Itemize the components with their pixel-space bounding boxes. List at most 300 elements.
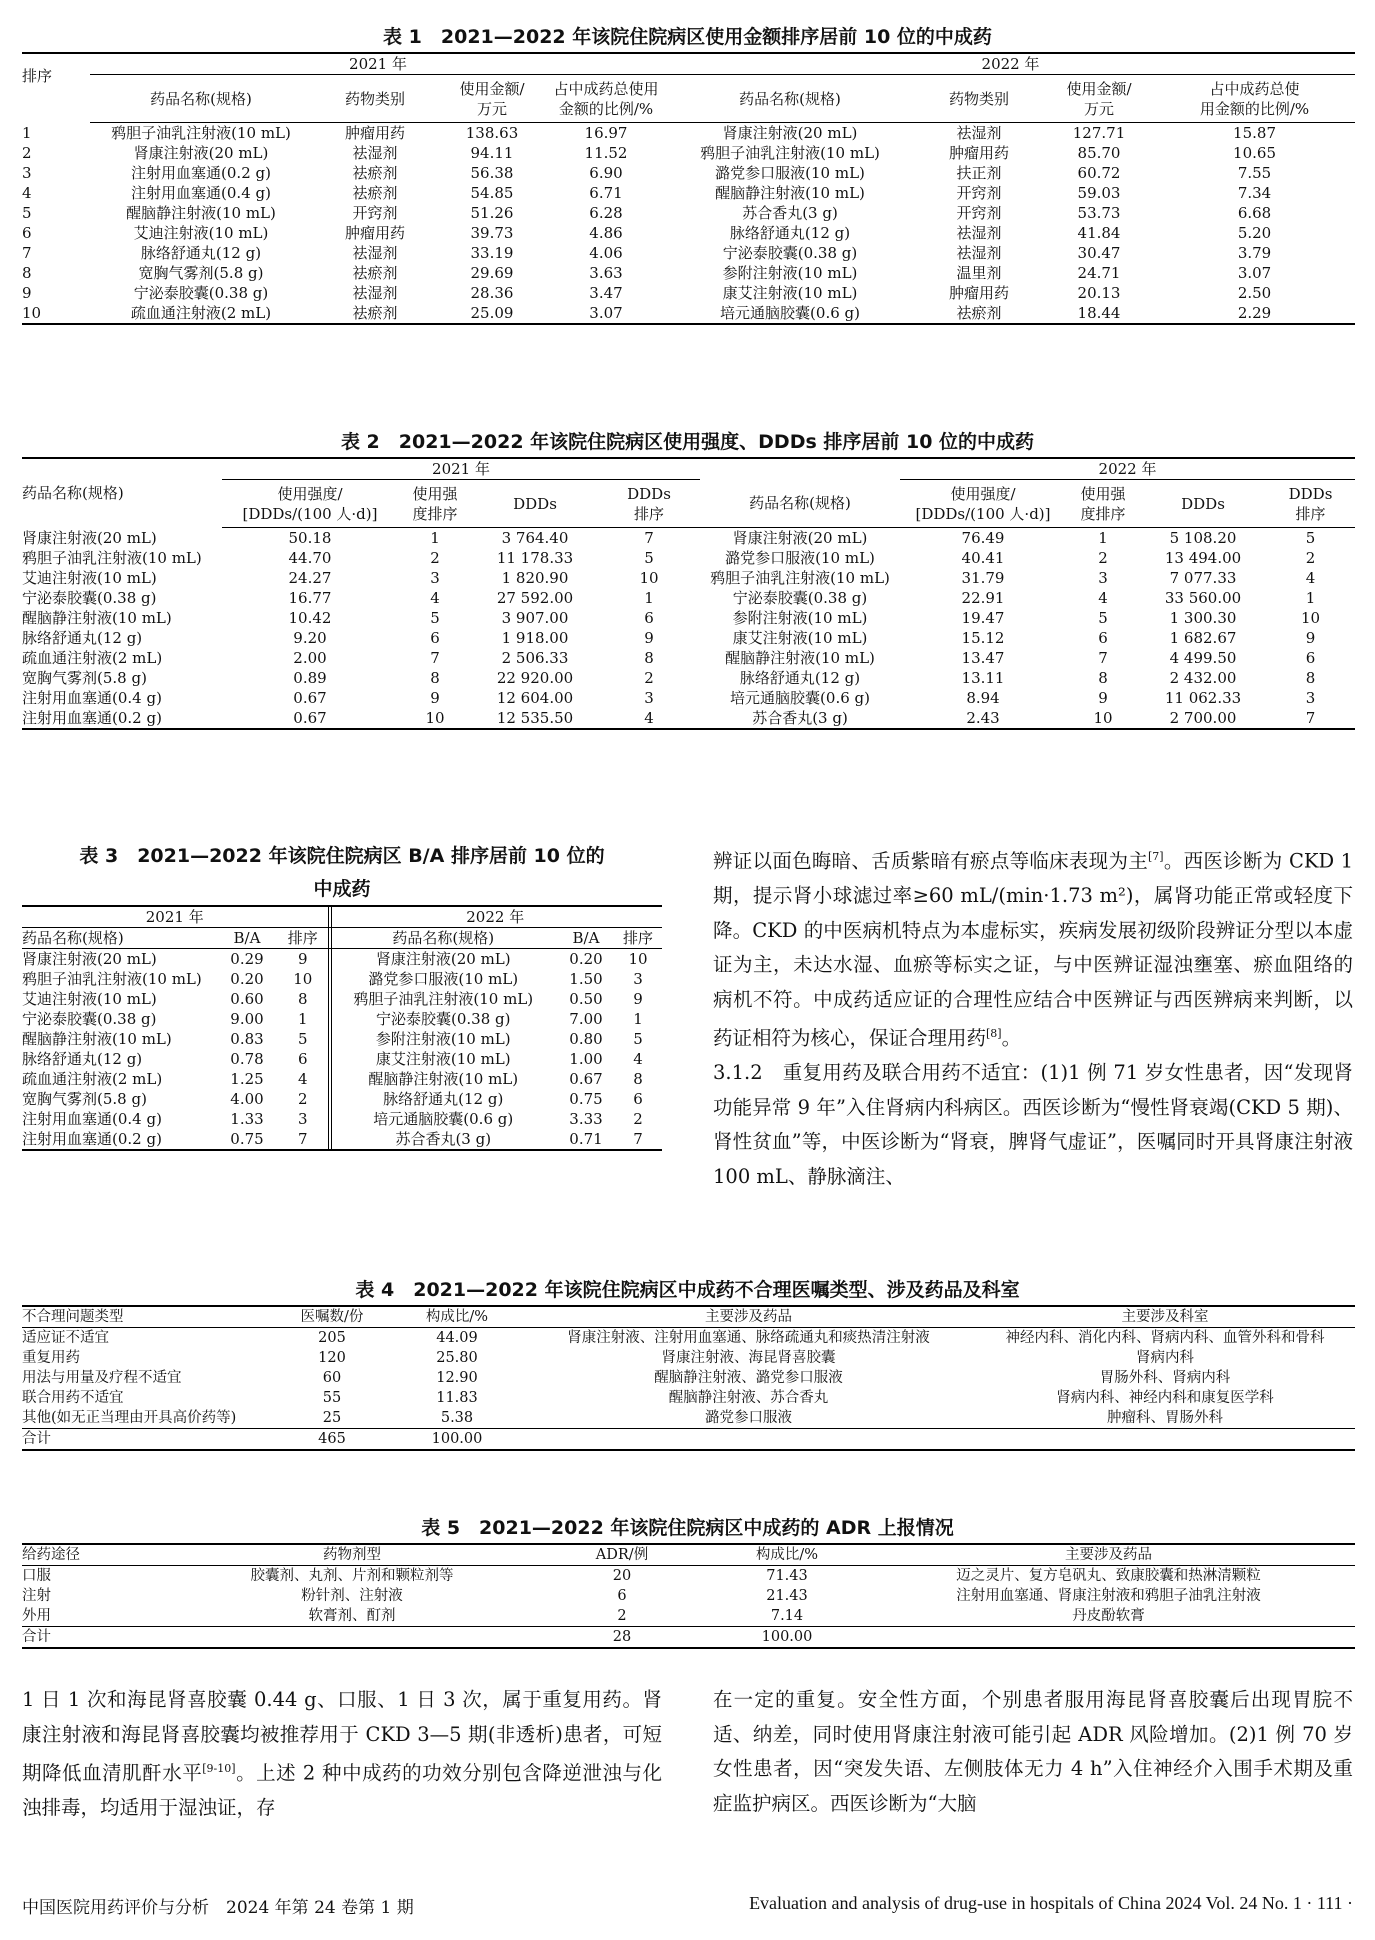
- table-cell: 苏合香丸(3 g): [700, 708, 900, 729]
- table-cell: 9: [1305, 629, 1316, 647]
- table-cell: 肾康注射液(20 mL): [722, 124, 858, 142]
- table-cell: 7 077.33: [1169, 569, 1237, 587]
- table-cell: 15.12: [961, 629, 1005, 647]
- table-cell: 注射用血塞通(0.2 g): [131, 164, 271, 182]
- table-cell: 13 494.00: [1164, 549, 1242, 567]
- table-cell: 5: [1305, 529, 1316, 547]
- table-cell: 0.67: [293, 689, 327, 707]
- table-cell: 潞党参口服液(10 mL): [328, 969, 558, 989]
- table-cell: 19.47: [961, 609, 1005, 627]
- t1-h-cat-2022: 药物类别: [914, 75, 1044, 123]
- table-cell: 培元通脑胶囊(0.6 g): [666, 303, 914, 324]
- table-cell: 肿瘤科、胃肠外科: [1107, 1410, 1223, 1426]
- table-cell: 7: [430, 649, 440, 667]
- table-cell: 宁泌泰胶囊(0.38 g): [328, 1009, 558, 1029]
- table-cell: 40.41: [961, 549, 1005, 567]
- table-cell: 祛湿剂: [956, 124, 1002, 142]
- table-cell: 8.94: [966, 689, 1000, 707]
- t2-year-2022: 2022 年: [900, 458, 1355, 480]
- table-cell: 60: [322, 1370, 342, 1386]
- table-cell: 2: [644, 669, 654, 687]
- table-cell: 29.69: [470, 264, 514, 282]
- table-cell: 祛瘀剂: [352, 264, 398, 282]
- table-cell: 祛湿剂: [352, 244, 398, 262]
- table-cell: 33.19: [470, 244, 514, 262]
- table-cell: 肾康注射液(20 mL): [732, 529, 868, 547]
- t2-name-header: 药品名称(规格): [22, 458, 222, 528]
- table-cell: 7.34: [1237, 184, 1272, 202]
- table-cell: 6.28: [589, 204, 623, 222]
- t1-h-pct: 占中成药总使用 金额的比例/%: [546, 75, 666, 123]
- table-row: [22, 1348, 1355, 1368]
- table-cell: 0.20: [230, 970, 264, 988]
- table-cell: 10: [1066, 708, 1140, 729]
- table-cell: 6: [644, 609, 654, 627]
- table-cell: 宁泌泰胶囊(0.38 g): [22, 1010, 157, 1028]
- table-cell: 6: [617, 1588, 627, 1604]
- t3-h-ba-2022: B/A: [558, 928, 614, 949]
- table-cell: 肾康注射液(20 mL): [328, 949, 558, 970]
- table-cell: 苏合香丸(3 g): [742, 204, 838, 222]
- table-cell: 31.79: [961, 569, 1005, 587]
- t2-year-2021: 2021 年: [222, 458, 700, 480]
- table-cell: 3 764.40: [501, 529, 569, 547]
- table-cell: 用法与用量及疗程不适宜: [22, 1370, 182, 1386]
- t4-header-row: [22, 1306, 1355, 1328]
- table-cell: 联合用药不适宜: [22, 1390, 124, 1406]
- table-cell: 鸦胆子油乳注射液(10 mL): [22, 970, 202, 988]
- table-row: [22, 143, 1355, 163]
- table-cell: 重复用药: [22, 1350, 80, 1366]
- table-cell: 1: [1098, 529, 1108, 547]
- table-cell: 465: [272, 1429, 392, 1451]
- table-cell: 参附注射液(10 mL): [722, 264, 858, 282]
- table-row: [22, 708, 1355, 729]
- table-cell: 脉络舒通丸(12 g): [22, 629, 143, 647]
- table-cell: 开窍剂: [956, 184, 1002, 202]
- table-cell: 1: [1305, 589, 1316, 607]
- table-cell: 28.36: [470, 284, 514, 302]
- table-cell: 16.77: [288, 589, 332, 607]
- table-cell: 醒脑静注射液(10 mL): [715, 184, 865, 202]
- table-cell: 注射用血塞通(0.2 g): [22, 708, 222, 729]
- table4: [22, 1305, 1355, 1451]
- table-cell: 醒脑静注射液(10 mL): [22, 609, 172, 627]
- table-cell: 4 499.50: [1169, 649, 1237, 667]
- table-row: [22, 688, 1355, 708]
- table-cell: 4: [1098, 589, 1108, 607]
- table-cell: 口服: [22, 1568, 51, 1584]
- table-cell: 合计: [22, 1627, 172, 1649]
- table-cell: 9: [1098, 689, 1108, 707]
- table-cell: 潞党参口服液: [705, 1410, 792, 1426]
- table-cell: 鸦胆子油乳注射液(10 mL): [710, 569, 890, 587]
- table-cell: 宁泌泰胶囊(0.38 g): [133, 284, 269, 302]
- table-cell: 6.90: [589, 164, 623, 182]
- table-cell: 宽胸气雾剂(5.8 g): [22, 1090, 147, 1108]
- table-cell: 0.75: [569, 1090, 603, 1108]
- table-cell: 13.11: [961, 669, 1005, 687]
- table-cell: 4: [633, 1050, 643, 1068]
- table-row: [22, 568, 1355, 588]
- table-cell: 5: [22, 204, 32, 222]
- table-row: [22, 1109, 662, 1129]
- table-cell: 艾迪注射液(10 mL): [133, 224, 269, 242]
- table-cell: 7: [22, 244, 32, 262]
- t2-h-intensity: 使用强度/ [DDDs/(100 人·d)]: [222, 480, 398, 528]
- table-cell: 7.00: [569, 1010, 603, 1028]
- table-cell: 2 506.33: [501, 649, 569, 667]
- table-cell: 6: [1098, 629, 1108, 647]
- table-cell: 6: [430, 629, 440, 647]
- table-cell: 0.71: [558, 1129, 614, 1150]
- table-cell: 8: [1305, 669, 1316, 687]
- table-cell: 25: [322, 1410, 342, 1426]
- t2-h-intensity-rank-2022: 使用强 度排序: [1066, 480, 1140, 528]
- table-cell: 10: [22, 303, 90, 324]
- table-cell: 7: [644, 529, 654, 547]
- table-cell: 脉络舒通丸(12 g): [328, 1089, 558, 1109]
- footer-journal-left: 中国医院用药评价与分析 2024 年第 24 卷第 1 期: [22, 1898, 414, 1918]
- table-cell: 注射用血塞通(0.4 g): [131, 184, 271, 202]
- table-cell: 10: [639, 569, 659, 587]
- table5: [22, 1543, 1355, 1649]
- column-header: 医嘱数/份: [272, 1306, 392, 1328]
- table-row: [22, 1586, 1355, 1606]
- table-cell: 5: [297, 1030, 308, 1048]
- table-cell: 9.20: [293, 629, 327, 647]
- table4-caption: 表 4 2021—2022 年该院住院病区中成药不合理医嘱类型、涉及药品及科室: [355, 1279, 1020, 1301]
- table-cell: 艾迪注射液(10 mL): [22, 569, 157, 587]
- table-cell: 1.33: [230, 1110, 264, 1128]
- table-cell: 5: [430, 609, 440, 627]
- table-cell: 醒脑静注射液(10 mL): [725, 649, 875, 667]
- table-cell: 6: [22, 224, 32, 242]
- table-cell: 胃肠外科、肾病内科: [1099, 1370, 1231, 1386]
- t1-body: [22, 123, 1355, 325]
- table-cell: 祛湿剂: [352, 144, 398, 162]
- table-cell: 3: [1098, 569, 1108, 587]
- table-cell: 2: [430, 549, 440, 567]
- table-row: [22, 123, 1355, 144]
- table-row: [22, 628, 1355, 648]
- table-cell: 0.83: [230, 1030, 264, 1048]
- table-cell: [862, 1627, 1355, 1649]
- table-row: [22, 1029, 662, 1049]
- table-cell: 13.47: [961, 649, 1005, 667]
- table-cell: 1: [633, 1010, 643, 1028]
- table-cell: 2 700.00: [1140, 708, 1266, 729]
- table-cell: 53.73: [1077, 204, 1121, 222]
- table-cell: 2: [297, 1090, 308, 1108]
- table-cell: 醒脑静注射液(10 mL): [22, 1030, 172, 1048]
- table-row: [22, 263, 1355, 283]
- table-cell: 0.50: [569, 990, 603, 1008]
- table-cell: 20.13: [1077, 284, 1121, 302]
- table-cell: 12.90: [436, 1370, 478, 1386]
- table-cell: 1: [644, 589, 654, 607]
- table-cell: 59.03: [1077, 184, 1121, 202]
- table-cell: 9: [22, 284, 32, 302]
- column-header: 构成比/%: [392, 1306, 522, 1328]
- table-cell: 脉络舒通丸(12 g): [22, 1050, 143, 1068]
- table-cell: 1: [297, 1010, 308, 1028]
- column-header: 主要涉及科室: [975, 1306, 1355, 1328]
- table-cell: 醒脑静注射液、潞党参口服液: [654, 1370, 843, 1386]
- table-row: [22, 1627, 1355, 1649]
- table-cell: 2: [1098, 549, 1108, 567]
- table-cell: 鸦胆子油乳注射液(10 mL): [22, 549, 202, 567]
- table-cell: 祛瘀剂: [914, 303, 1044, 324]
- column-header: 给药途径: [22, 1544, 172, 1566]
- table-row: [22, 1368, 1355, 1388]
- table-cell: 60.72: [1077, 164, 1121, 182]
- table-cell: 120: [318, 1350, 346, 1366]
- table-cell: 胶囊剂、丸剂、片剂和颗粒剂等: [250, 1568, 454, 1584]
- t2-h-ddds-rank: DDDs 排序: [598, 480, 700, 528]
- table-row: [22, 1429, 1355, 1451]
- table-cell: 肿瘤用药: [949, 284, 1010, 302]
- column-header: 主要涉及药品: [862, 1544, 1355, 1566]
- t1-h-name: 药品名称(规格): [90, 75, 312, 123]
- table-cell: 脉络舒通丸(12 g): [739, 669, 861, 687]
- table-cell: 肿瘤用药: [949, 144, 1010, 162]
- table-cell: 2.00: [293, 649, 327, 667]
- table-cell: 0.20: [569, 950, 603, 968]
- table-cell: 44.09: [436, 1330, 478, 1346]
- table-cell: 8: [430, 669, 440, 687]
- table-cell: 8: [1098, 669, 1108, 687]
- table-cell: 7: [278, 1129, 328, 1150]
- table-cell: 11.83: [436, 1390, 478, 1406]
- table-cell: 8: [644, 649, 654, 667]
- table-cell: 适应证不适宜: [22, 1330, 109, 1346]
- table-cell: 脉络舒通丸(12 g): [140, 244, 262, 262]
- table-row: [22, 989, 662, 1009]
- table-cell: 培元通脑胶囊(0.6 g): [730, 689, 870, 707]
- t2-h-intensity-2022: 使用强度/ [DDDs/(100 人·d)]: [900, 480, 1066, 528]
- table-cell: 3.07: [546, 303, 666, 324]
- table-cell: 3: [644, 689, 654, 707]
- table-cell: 54.85: [470, 184, 514, 202]
- table-row: [22, 949, 662, 970]
- table-cell: 祛瘀剂: [352, 164, 398, 182]
- table5-caption: 表 5 2021—2022 年该院住院病区中成药的 ADR 上报情况: [421, 1517, 954, 1539]
- t2-h-ddds: DDDs: [472, 480, 598, 528]
- table-cell: 脉络舒通丸(12 g): [729, 224, 851, 242]
- table-cell: [522, 1429, 975, 1451]
- table-cell: 100.00: [392, 1429, 522, 1451]
- table-row: [22, 1328, 1355, 1349]
- table-cell: 28: [532, 1627, 712, 1649]
- table-cell: 肿瘤用药: [344, 224, 405, 242]
- table-cell: 1 820.90: [501, 569, 569, 587]
- table-cell: 祛瘀剂: [312, 303, 438, 324]
- table-cell: 鸦胆子油乳注射液(10 mL): [700, 144, 880, 162]
- table-cell: 疏血通注射液(2 mL): [22, 649, 163, 667]
- table-cell: 9: [633, 990, 643, 1008]
- table-cell: 33 560.00: [1164, 589, 1242, 607]
- table-cell: 3: [430, 569, 440, 587]
- table-cell: 0.78: [230, 1050, 264, 1068]
- t2-h-intensity-rank: 使用强 度排序: [398, 480, 472, 528]
- table-cell: 2.29: [1154, 303, 1355, 324]
- table-cell: 24.27: [288, 569, 332, 587]
- table-cell: 7.14: [770, 1608, 804, 1624]
- table-cell: 宁泌泰胶囊(0.38 g): [22, 589, 157, 607]
- table-cell: 注射用血塞通(0.2 g): [22, 1129, 216, 1150]
- table-cell: 2.43: [900, 708, 1066, 729]
- table-cell: 3.07: [1237, 264, 1272, 282]
- table-cell: 神经内科、消化内科、肾病内科、血管外科和骨科: [1005, 1330, 1325, 1346]
- table-cell: 祛湿剂: [352, 284, 398, 302]
- table-cell: 注射用血塞通(0.4 g): [22, 1110, 162, 1128]
- table-cell: 11 062.33: [1164, 689, 1242, 707]
- table-cell: 1 682.67: [1169, 629, 1237, 647]
- table-cell: 宁泌泰胶囊(0.38 g): [722, 244, 858, 262]
- table1-caption: 表 1 2021—2022 年该院住院病区使用金额排序居前 10 位的中成药: [383, 26, 992, 48]
- table-cell: 1.50: [569, 970, 603, 988]
- table-cell: 潞党参口服液(10 mL): [725, 549, 875, 567]
- t3-h-rank-2022: 排序: [614, 928, 662, 949]
- column-header: 构成比/%: [712, 1544, 862, 1566]
- table-cell: 127.71: [1072, 124, 1126, 142]
- table-cell: 9: [644, 629, 654, 647]
- paragraph-ckd-discussion: 辨证以面色晦暗、舌质紫暗有瘀点等临床表现为主[7]。西医诊断为 CKD 1 期，提示肾小球滤过率≥60 mL/(min·1.73 m²)，属肾功能正常或轻度下降。CKD 的中医病机特点为本虚标实，疾病发展初级阶段辨证分型以本虚证为主，未达水湿、血瘀等标实之证，与中医辨证湿浊壅塞、瘀血阻络的病机不符。中成药适应证的合理性应结合中医辨证与西医辨病来判断，以药证相符为核心，保证合理用药[8]。: [713, 849, 1353, 1050]
- table-cell: 4: [598, 708, 700, 729]
- table-cell: 3: [22, 164, 32, 182]
- table-cell: 3.79: [1237, 244, 1272, 262]
- table-cell: 11 178.33: [496, 549, 574, 567]
- table-cell: 参附注射液(10 mL): [328, 1029, 558, 1049]
- table-cell: 艾迪注射液(10 mL): [22, 990, 157, 1008]
- table-cell: 11.52: [584, 144, 628, 162]
- table-cell: 4: [22, 184, 32, 202]
- table-cell: 合计: [22, 1429, 272, 1451]
- table-cell: 疏血通注射液(2 mL): [90, 303, 312, 324]
- table-cell: 18.44: [1044, 303, 1154, 324]
- table-cell: 56.38: [470, 164, 514, 182]
- table-cell: 100.00: [712, 1627, 862, 1649]
- table-cell: 3: [297, 1110, 308, 1128]
- table-cell: 宽胸气雾剂(5.8 g): [22, 669, 147, 687]
- table-cell: 肾病内科: [1136, 1350, 1194, 1366]
- table-cell: 鸦胆子油乳注射液(10 mL): [328, 989, 558, 1009]
- table-cell: 培元通脑胶囊(0.6 g): [328, 1109, 558, 1129]
- t3-year-2022: 2022 年: [328, 906, 662, 928]
- table-cell: 0.80: [569, 1030, 603, 1048]
- table-cell: 1.00: [569, 1050, 603, 1068]
- table-cell: 2: [617, 1608, 627, 1624]
- table-cell: 15.87: [1233, 124, 1276, 142]
- table-cell: 6: [297, 1050, 308, 1068]
- table-cell: 8: [22, 264, 32, 282]
- table2-caption: 表 2 2021—2022 年该院住院病区使用强度、DDDs 排序居前 10 位的中成药: [340, 431, 1035, 453]
- table-cell: 25.09: [438, 303, 546, 324]
- table-cell: 6: [633, 1090, 643, 1108]
- column-header: 不合理问题类型: [22, 1306, 272, 1328]
- table-cell: 2: [1305, 549, 1316, 567]
- table-cell: 30.47: [1077, 244, 1121, 262]
- t1-h-pct-2022: 占中成药总使 用金额的比例/%: [1154, 75, 1355, 123]
- table2: [22, 457, 1355, 730]
- table-row: [22, 1009, 662, 1029]
- paragraph-3-1-2: 3.1.2 重复用药及联合用药不适宜：(1)1 例 71 岁女性患者，因“发现肾功能异常 9 年”入住肾病内科病区。西医诊断为“慢性肾衰竭(CKD 5 期)、肾性贫血”等，中医诊断为“肾衰，脾肾气虚证”，医嘱同时开具肾康注射液 100 mL、静脉滴注、: [713, 1061, 1353, 1188]
- table-cell: 6.71: [589, 184, 623, 202]
- table-row: [22, 163, 1355, 183]
- table-cell: 85.70: [1077, 144, 1121, 162]
- table-cell: 5: [1098, 609, 1108, 627]
- table-cell: 4: [1305, 569, 1316, 587]
- table-cell: 3 907.00: [501, 609, 569, 627]
- table-cell: 71.43: [766, 1568, 808, 1584]
- t2-h-name-2022: 药品名称(规格): [700, 480, 900, 528]
- table-row: [22, 303, 1355, 324]
- table-cell: 3.63: [589, 264, 623, 282]
- table-row: [22, 1049, 662, 1069]
- table-cell: 10: [398, 708, 472, 729]
- table-row: [22, 648, 1355, 668]
- table-cell: 5.38: [440, 1410, 474, 1426]
- table-row: [22, 223, 1355, 243]
- table-row: [22, 668, 1355, 688]
- table-cell: 0.89: [293, 669, 327, 687]
- table-cell: 5 108.20: [1169, 529, 1237, 547]
- right-column-text: [713, 840, 1353, 1194]
- table-cell: 5: [644, 549, 654, 567]
- table-row: [22, 203, 1355, 223]
- table-cell: 祛湿剂: [956, 244, 1002, 262]
- table-cell: 肾康注射液(20 mL): [22, 528, 157, 547]
- table-row: [22, 969, 662, 989]
- table-cell: 康艾注射液(10 mL): [722, 284, 858, 302]
- table-row: [22, 183, 1355, 203]
- table-cell: 0.75: [216, 1129, 278, 1150]
- table-cell: 7: [614, 1129, 662, 1150]
- table-cell: 肿瘤用药: [344, 124, 405, 142]
- table-cell: 9.00: [230, 1010, 264, 1028]
- table-cell: 外用: [22, 1608, 51, 1624]
- table-row: [22, 1408, 1355, 1429]
- table-row: [22, 243, 1355, 263]
- table-cell: 0.67: [222, 708, 398, 729]
- t2-body: [22, 528, 1355, 730]
- table-cell: 0.29: [230, 950, 264, 968]
- table-cell: 1: [22, 123, 32, 142]
- table-cell: 22.91: [961, 589, 1005, 607]
- t3-h-name-2022: 药品名称(规格): [328, 928, 558, 949]
- table-cell: [975, 1429, 1355, 1451]
- table-cell: 205: [318, 1330, 346, 1346]
- table-cell: 苏合香丸(3 g): [328, 1129, 558, 1150]
- table-cell: 开窍剂: [956, 204, 1002, 222]
- table-cell: 鸦胆子油乳注射液(10 mL): [111, 124, 291, 142]
- table-cell: 醒脑静注射液、苏合香丸: [668, 1390, 829, 1406]
- table-cell: 25.80: [436, 1350, 478, 1366]
- table-cell: 1 300.30: [1169, 609, 1237, 627]
- t3-body: [22, 949, 662, 1151]
- t2-h-ddds-rank-2022: DDDs 排序: [1266, 480, 1355, 528]
- table-cell: 注射用血塞通(0.4 g): [22, 689, 162, 707]
- table-cell: 4.00: [230, 1090, 264, 1108]
- table-cell: 16.97: [584, 124, 628, 142]
- table-cell: 肾康注射液、海昆肾喜胶囊: [661, 1350, 836, 1366]
- table-cell: 5.20: [1237, 224, 1272, 242]
- table-cell: 50.18: [288, 529, 332, 547]
- table-cell: 10: [293, 970, 313, 988]
- table-cell: 27 592.00: [496, 589, 574, 607]
- table-cell: 潞党参口服液(10 mL): [715, 164, 865, 182]
